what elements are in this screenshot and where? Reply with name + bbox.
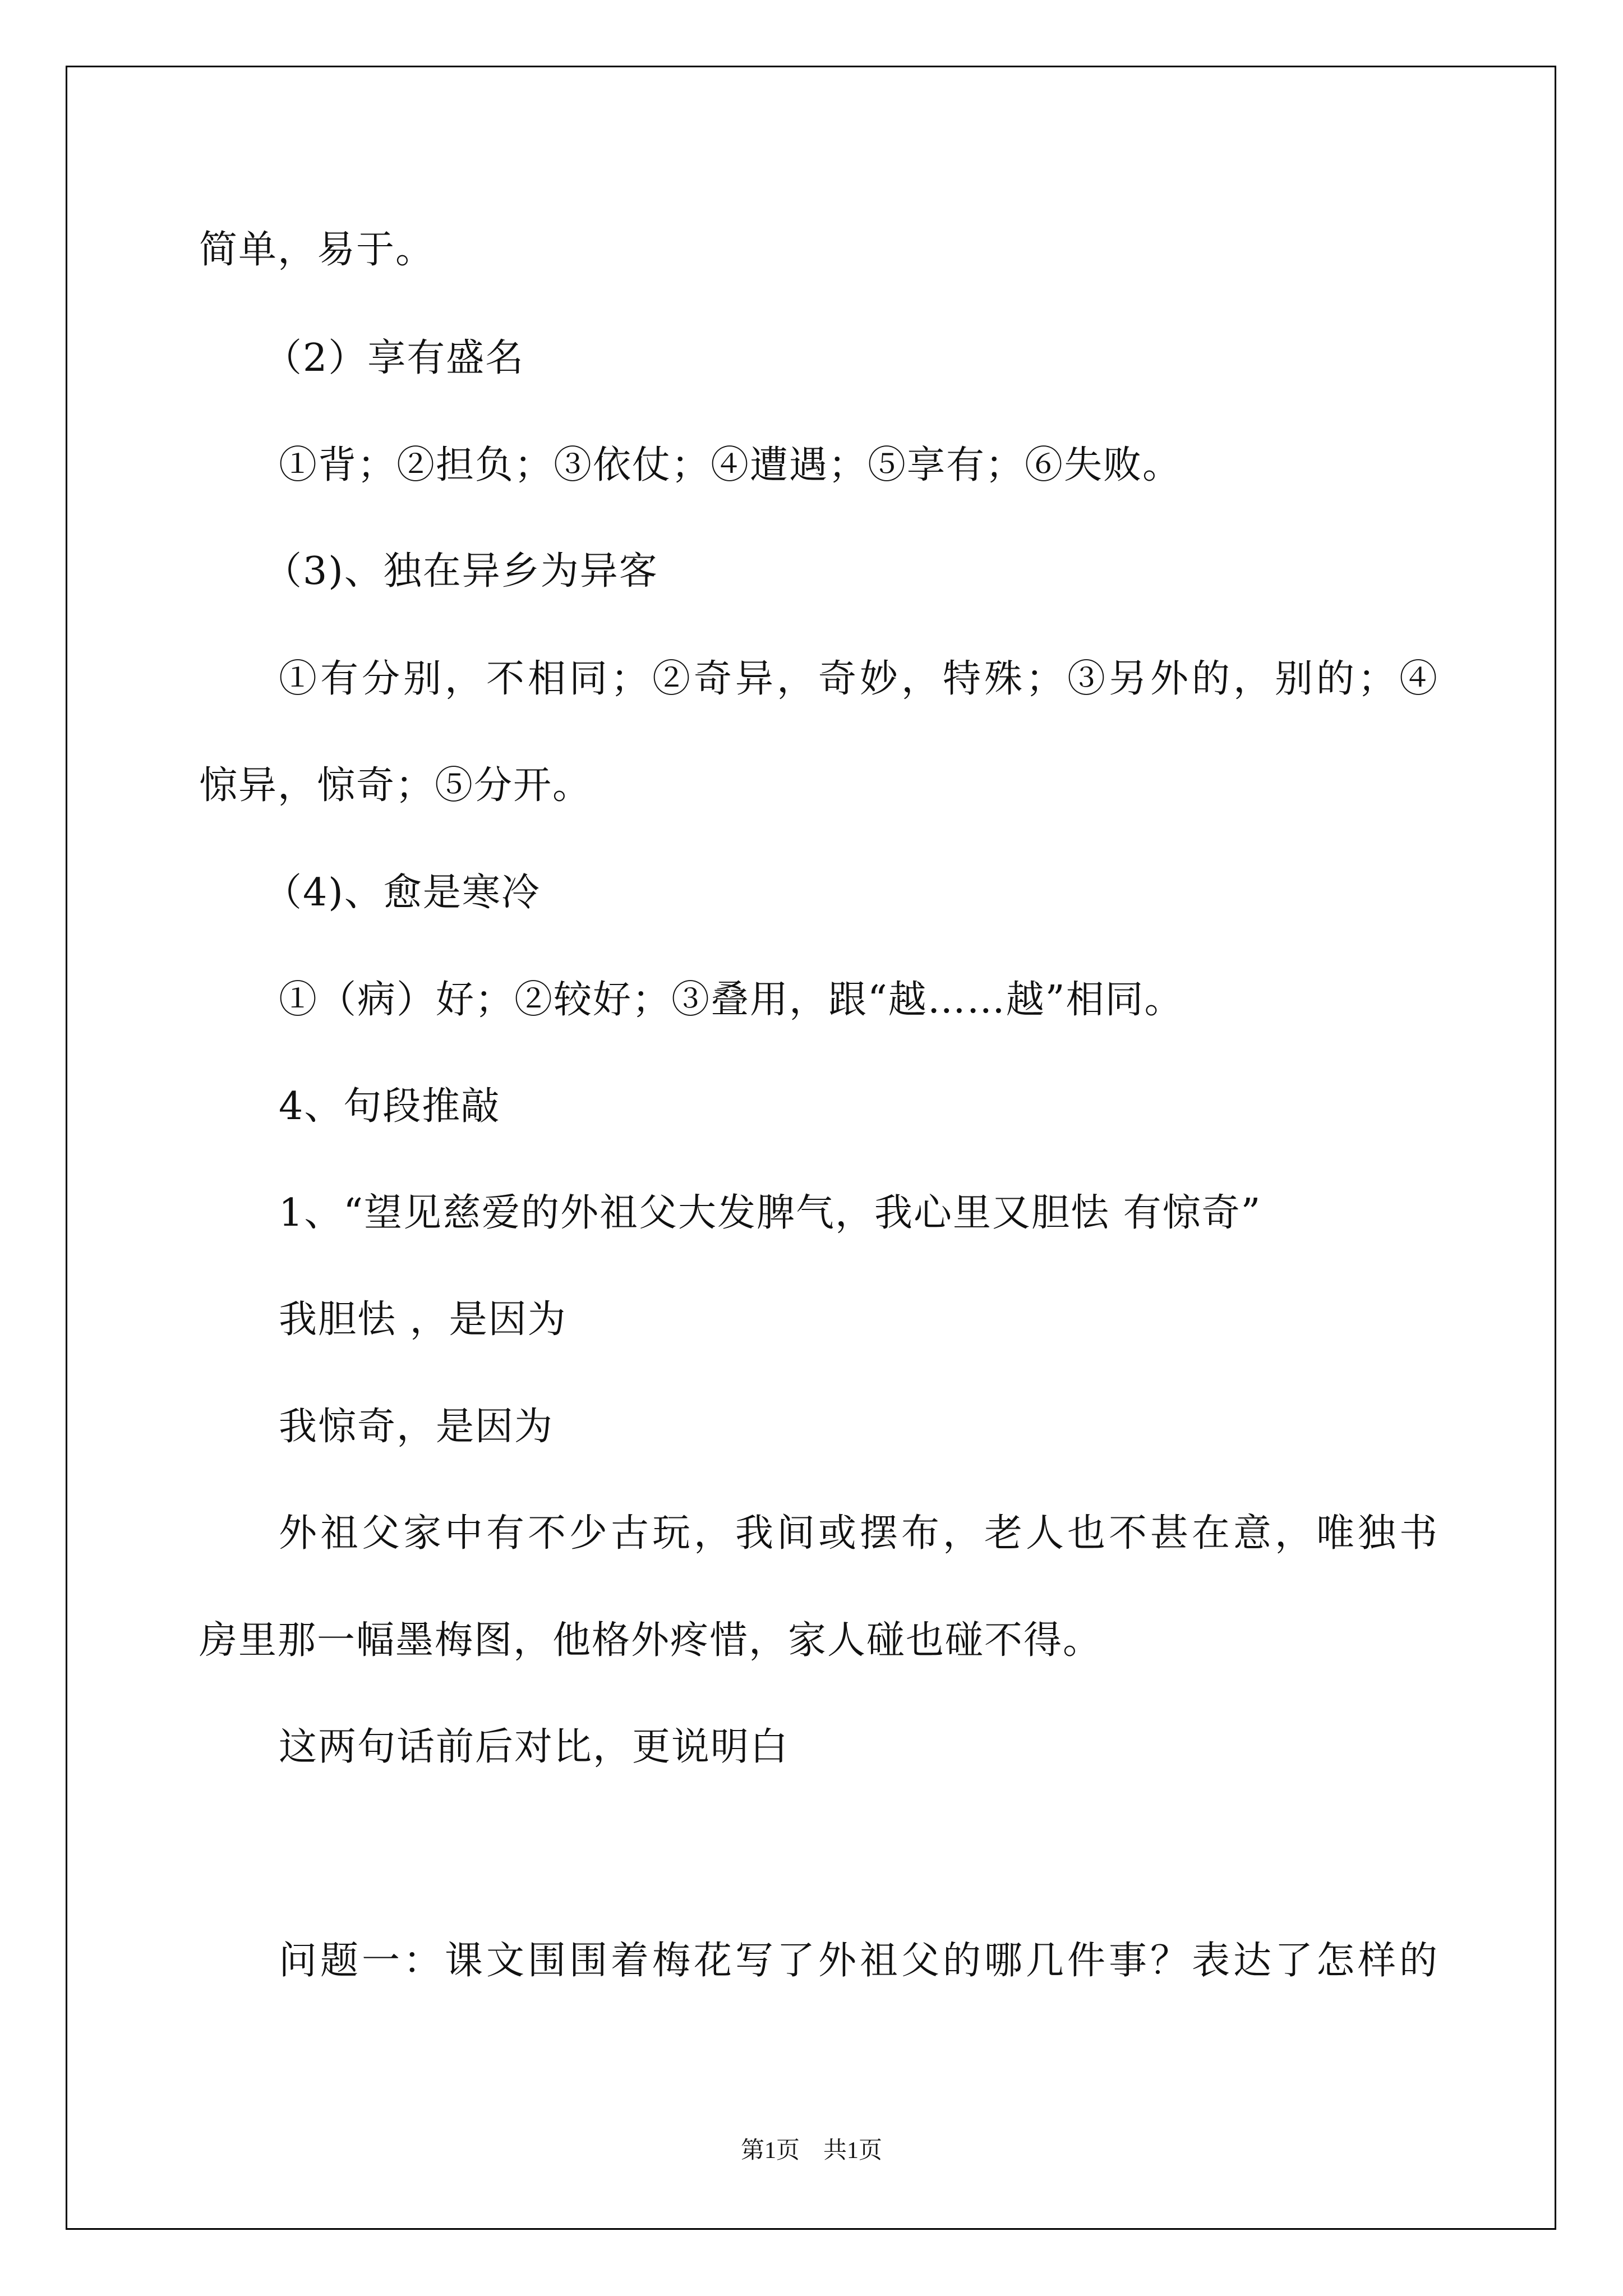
text-line-9: 4、句段推敲 [279, 1084, 501, 1129]
text-line-16: 问题一：课文围围着梅花写了外祖父的哪几件事？表达了怎样的 [279, 1939, 1441, 1983]
text-line-8: ①（病）好；②较好；③叠用，跟“越……越”相同。 [279, 978, 1184, 1022]
text-line-15: 这两句话前后对比，更说明白 [279, 1725, 790, 1769]
text-line-6: 惊异，惊奇；⑤分开。 [199, 763, 592, 808]
text-line-7: （4)、愈是寒冷 [264, 871, 541, 915]
page-footer: 第1页 共1页 [740, 2138, 882, 2164]
text-line-5: ①有分别，不相同；②奇异，奇妙，特殊；③另外的，别的；④ [279, 657, 1441, 701]
text-line-1: 简单，易于。 [199, 228, 435, 272]
text-line-2: （2）享有盛名 [264, 336, 525, 380]
text-line-12: 我惊奇，是因为 [279, 1405, 554, 1449]
text-line-14: 房里那一幅墨梅图，他格外疼惜，家人碰也碰不得。 [199, 1618, 1103, 1663]
text-line-10: 1、“望见慈爱的外祖父大发脾气，我心里又胆怯 有惊奇” [279, 1191, 1262, 1235]
text-line-4: （3)、独在异乡为异客 [264, 549, 658, 593]
text-line-13: 外祖父家中有不少古玩，我间或摆布，老人也不甚在意，唯独书 [279, 1511, 1441, 1556]
text-line-11: 我胆怯 ，是因为 [279, 1297, 567, 1342]
page-border [66, 66, 1556, 2230]
text-line-3: ①背；②担负；③依仗；④遭遇；⑤享有；⑥失败。 [279, 443, 1182, 487]
